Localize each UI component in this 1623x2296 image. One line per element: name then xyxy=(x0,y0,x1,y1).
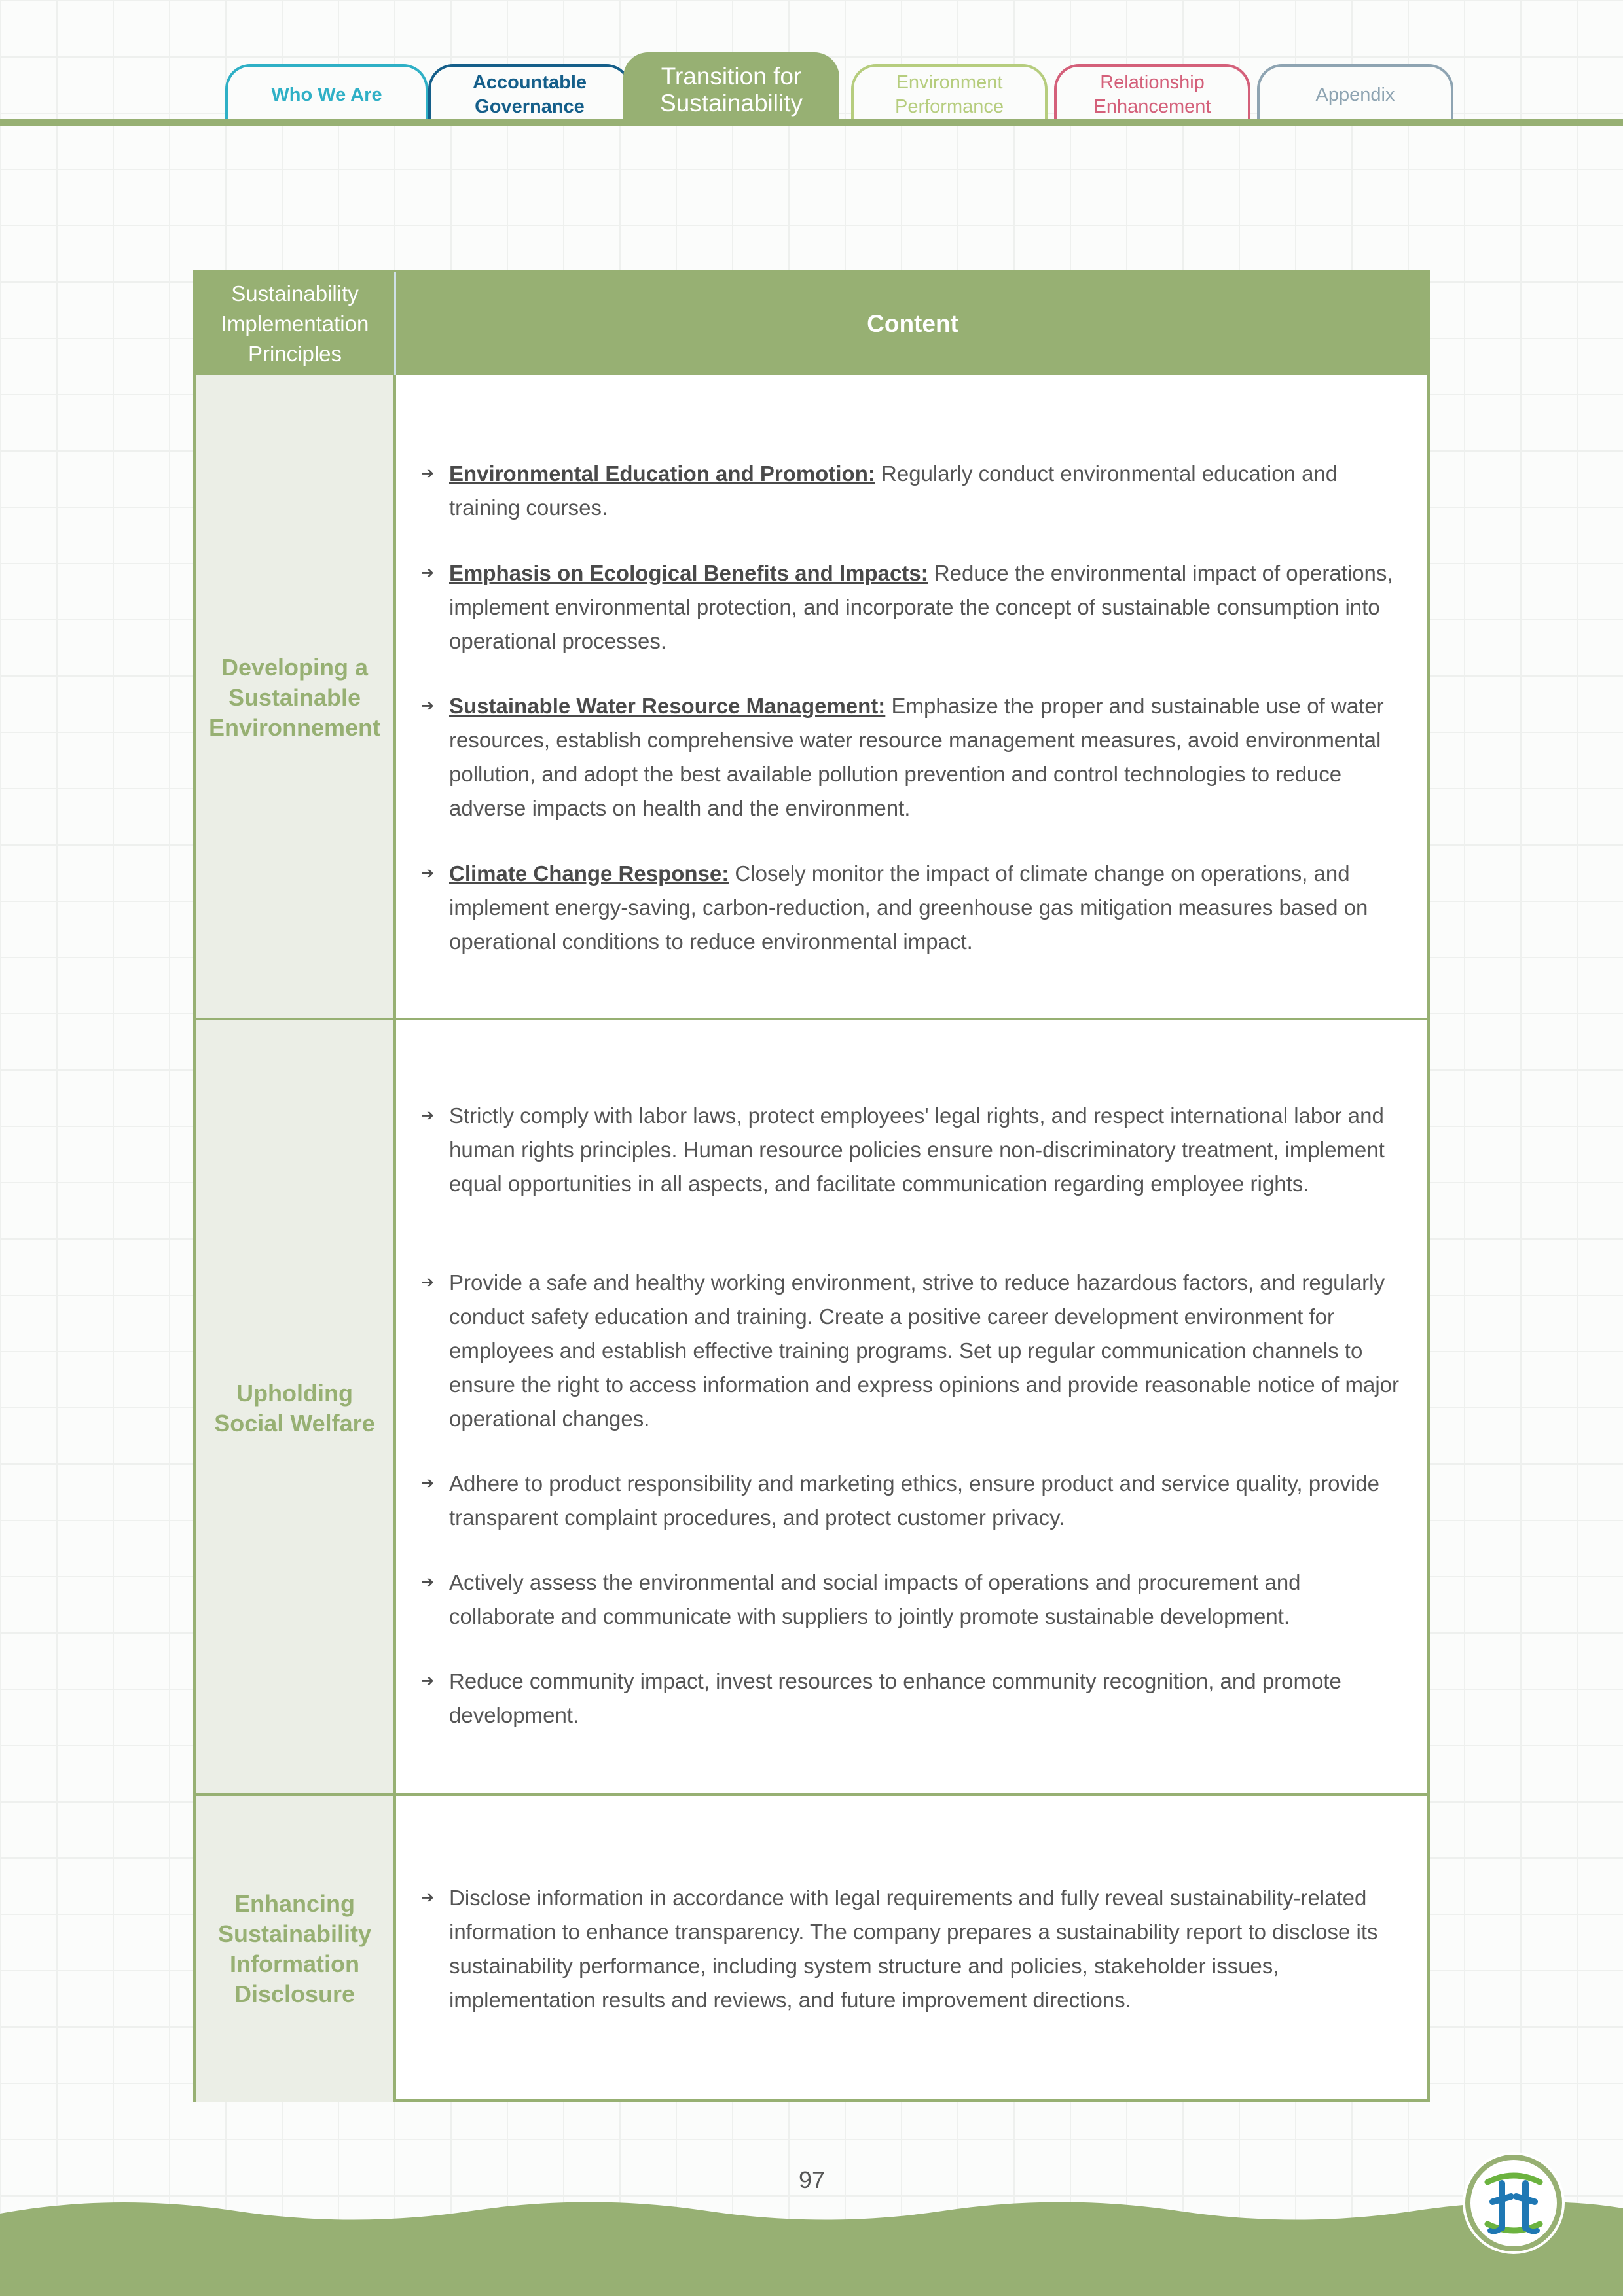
list-item xyxy=(421,1099,1401,1201)
item-text: Strictly comply with labor laws, protect employees' legal rights, and respect international labor and human rights principles. Human resource policies ensure non-discriminatory treatment, implement equal opportunities in all aspects, and facilitate communication regarding employee rights. xyxy=(449,1103,1385,1196)
principle-line: Sustainability xyxy=(217,1920,372,1947)
principle-cell xyxy=(196,375,396,1020)
principle-line: Information xyxy=(230,1950,359,1977)
principle-line: Developing a xyxy=(221,654,369,681)
item-heading: Sustainable Water Resource Management: xyxy=(449,694,886,718)
item-text: Disclose information in accordance with legal requirements and fully reveal sustainability-related information to enhance transparency. The company prepares a sustainability report to disclose its sustainability performance, including system structure and policies, stakeholder issues, implementation results and reviews, and future improvement directions. xyxy=(449,1886,1378,2012)
table-row xyxy=(196,375,1427,1020)
tab-transition-for-sustainability[interactable] xyxy=(623,52,839,122)
header-principles-line3: Principles xyxy=(247,341,342,366)
item-text: Reduce the environmental impact of operations, implement environmental protection, and incorporate the concept of sustainable consumption into operational processes. xyxy=(449,561,1393,653)
arrow-right-icon: ➔ xyxy=(421,1672,435,1690)
item-heading: Climate Change Response: xyxy=(449,861,729,886)
tab-label: Who We Are xyxy=(271,84,382,105)
principle-line: Social Welfare xyxy=(214,1409,375,1437)
item-text: Adhere to product responsibility and marketing ethics, ensure product and service quality, provide transparent complaint procedures, and protect customer privacy. xyxy=(449,1471,1379,1530)
item-heading: Emphasis on Ecological Benefits and Impacts: xyxy=(449,561,928,585)
tab-label-line1: Relationship xyxy=(1100,72,1205,93)
tab-divider-line xyxy=(0,119,1623,126)
item-text: Actively assess the environmental and social impacts of operations and procurement and collaborate and communicate with suppliers to jointly promote sustainable development. xyxy=(449,1570,1301,1628)
footer-wave xyxy=(0,2199,1623,2296)
list-item xyxy=(421,457,1401,525)
tab-label-line2: Sustainability xyxy=(659,90,803,117)
tab-label-line2: Enhancement xyxy=(1093,96,1211,117)
tab-who-we-are[interactable] xyxy=(225,64,428,120)
principle-line: Enhancing xyxy=(234,1890,355,1917)
tab-environment-performance[interactable] xyxy=(851,64,1048,120)
item-heading: Environmental Education and Promotion: xyxy=(449,461,875,486)
header-content: Content xyxy=(867,310,958,337)
tab-label-line1: Accountable xyxy=(472,72,587,93)
content-cell xyxy=(421,1796,1401,2102)
tab-relationship-enhancement[interactable] xyxy=(1054,64,1250,120)
table-header xyxy=(196,272,1427,375)
tab-label-line1: Transition for xyxy=(661,63,802,90)
principle-line: Environnement xyxy=(208,714,381,741)
principle-cell xyxy=(196,1020,396,1796)
header-principles-line2: Implementation xyxy=(221,311,369,336)
company-logo-icon xyxy=(1461,2151,1566,2255)
tab-label: Appendix xyxy=(1315,84,1395,105)
arrow-right-icon: ➔ xyxy=(421,1889,435,1907)
content-cell xyxy=(421,1020,1401,1796)
item-text: Regularly conduct environmental education and training courses. xyxy=(449,461,1338,520)
tab-label-line2: Governance xyxy=(475,96,585,117)
arrow-right-icon: ➔ xyxy=(421,1107,435,1124)
list-item xyxy=(421,1467,1401,1535)
list-item xyxy=(421,556,1401,658)
table-row xyxy=(196,1793,1427,2102)
item-text: Reduce community impact, invest resources to enhance community recognition, and promote development. xyxy=(449,1669,1341,1727)
list-item xyxy=(421,689,1401,825)
header-principles xyxy=(196,272,396,375)
arrow-right-icon: ➔ xyxy=(421,465,435,482)
list-item xyxy=(421,1266,1401,1436)
arrow-right-icon: ➔ xyxy=(421,1274,435,1291)
tab-label-line2: Performance xyxy=(894,96,1004,117)
page-number: 97 xyxy=(798,2166,826,2193)
item-text: Closely monitor the impact of climate change on operations, and implement energy-saving, carbon-reduction, and greenhouse gas mitigation measures based on operational conditions to reduce environmental impact. xyxy=(449,861,1368,954)
list-item xyxy=(421,857,1401,959)
principle-line: Sustainable xyxy=(228,684,361,711)
list-item xyxy=(421,1664,1401,1732)
principle-cell xyxy=(196,1796,396,2102)
list-item xyxy=(421,1881,1401,2017)
item-text: Emphasize the proper and sustainable use of water resources, establish comprehensive water resource management measures, avoid environmental pollution, and adopt the best available pollution prevention and control technologies to reduce adverse impacts on health and the environment. xyxy=(449,694,1384,820)
tab-label-line1: Environment xyxy=(896,72,1003,93)
tab-appendix[interactable] xyxy=(1257,64,1453,120)
arrow-right-icon: ➔ xyxy=(421,697,435,715)
header-principles-line1: Sustainability xyxy=(231,281,359,306)
principles-table xyxy=(193,270,1430,2102)
content-cell xyxy=(421,375,1401,1020)
tab-accountable-governance[interactable] xyxy=(428,64,631,120)
arrow-right-icon: ➔ xyxy=(421,865,435,882)
item-text: Provide a safe and healthy working environment, strive to reduce hazardous factors, and regularly conduct safety education and training. Create a positive career development environment for employees and establish effective training programs. Set up regular communication channels to ensure the right to access information and express opinions and provide reasonable notice of major operational changes. xyxy=(449,1270,1400,1431)
arrow-right-icon: ➔ xyxy=(421,1573,435,1591)
table-row xyxy=(196,1018,1427,1796)
arrow-right-icon: ➔ xyxy=(421,564,435,582)
list-item xyxy=(421,1566,1401,1634)
principle-line: Upholding xyxy=(236,1379,353,1407)
principle-line: Disclosure xyxy=(234,1980,356,2007)
arrow-right-icon: ➔ xyxy=(421,1475,435,1492)
